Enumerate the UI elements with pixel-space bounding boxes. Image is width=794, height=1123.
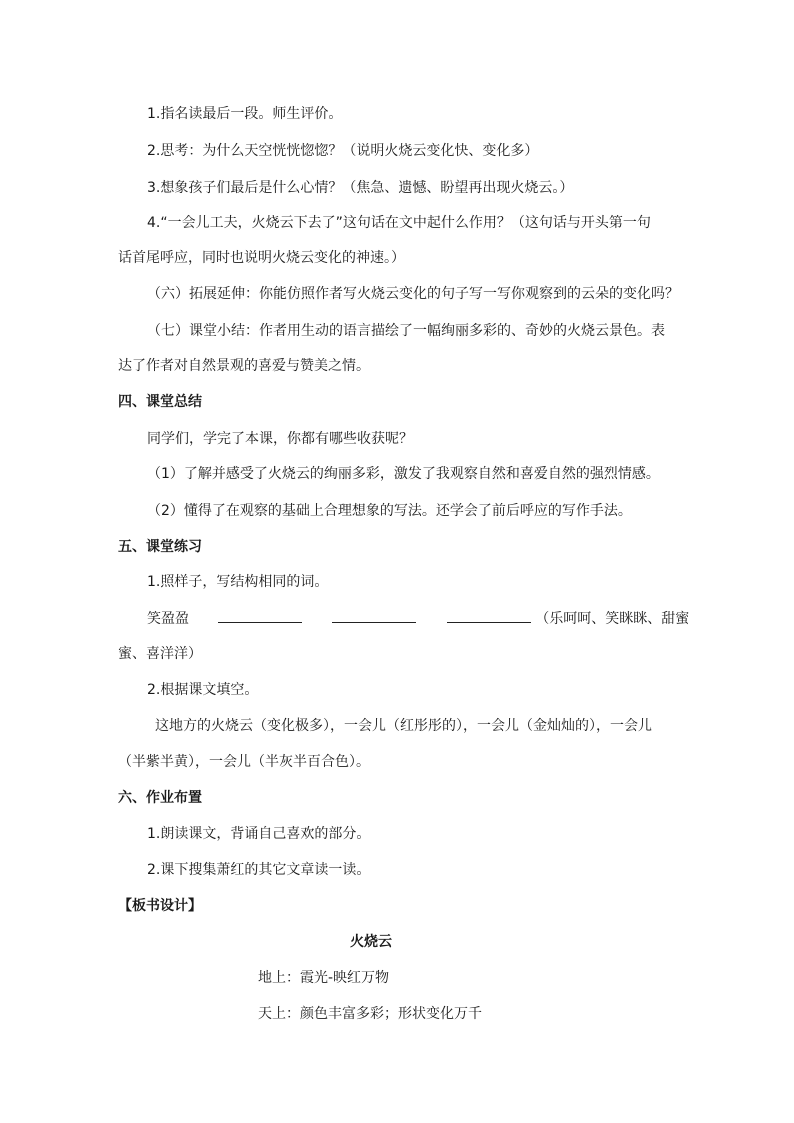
paragraph: 1.照样子，写结构相同的词。 — [147, 574, 329, 590]
paragraph: 同学们，学完了本课，你都有哪些收获呢？ — [147, 431, 413, 447]
section-heading: 四、课堂总结 — [118, 394, 202, 410]
paragraph: （半紫半黄），一会儿（半灰半百合色）。 — [118, 754, 370, 770]
paragraph: 3.想象孩子们最后是什么心情？（焦急、遗憾、盼望再出现火烧云。） — [147, 180, 574, 196]
exercise-row — [147, 608, 689, 629]
board-row: 地上：霞光-映红万物 — [258, 970, 390, 986]
answer-blank[interactable] — [332, 608, 416, 623]
paragraph: 4.“一会儿工夫，火烧云下去了”这句话在文中起什么作用？（这句话与开头第一句 — [147, 215, 651, 231]
paragraph: 2.思考：为什么天空恍恍惚惚？（说明火烧云变化快、变化多） — [147, 143, 539, 159]
paragraph: 1.朗读课文，背诵自己喜欢的部分。 — [147, 826, 371, 842]
paragraph: （1）了解并感受了火烧云的绚丽多彩，激发了我观察自然和喜爱自然的强烈情感。 — [147, 466, 660, 482]
section-heading: 【板书设计】 — [118, 898, 202, 914]
paragraph: （六）拓展延伸：你能仿照作者写火烧云变化的句子写一写你观察到的云朵的变化吗？ — [147, 286, 679, 302]
paragraph: 话首尾呼应，同时也说明火烧云变化的神速。） — [118, 250, 405, 266]
section-heading: 五、课堂练习 — [118, 539, 202, 555]
example-word: 笑盈盈 — [147, 611, 189, 627]
paragraph: （七）课堂小结：作者用生动的语言描绘了一幅绚丽多彩的、奇妙的火烧云景色。表 — [147, 323, 665, 339]
paragraph: 2.根据课文填空。 — [147, 682, 259, 698]
paragraph: 2.课下搜集萧红的其它文章读一读。 — [147, 862, 371, 878]
paragraph: （2）懂得了在观察的基础上合理想象的写法。还学会了前后呼应的写作手法。 — [147, 503, 632, 519]
hint-text: （乐呵呵、笑眯眯、甜蜜 — [535, 611, 690, 627]
paragraph: 这地方的火烧云（变化极多），一会儿（红彤彤的），一会儿（金灿灿的），一会儿 — [155, 718, 652, 734]
board-row: 天上：颜色丰富多彩；形状变化万千 — [258, 1006, 482, 1022]
paragraph: 蜜、喜洋洋） — [118, 646, 202, 662]
answer-blank[interactable] — [218, 608, 302, 623]
paragraph: 达了作者对自然景观的喜爱与赞美之情。 — [118, 358, 370, 374]
answer-blank[interactable] — [447, 608, 531, 623]
board-title: 火烧云 — [350, 934, 392, 950]
section-heading: 六、作业布置 — [118, 790, 202, 806]
paragraph: 1.指名读最后一段。师生评价。 — [147, 106, 343, 122]
